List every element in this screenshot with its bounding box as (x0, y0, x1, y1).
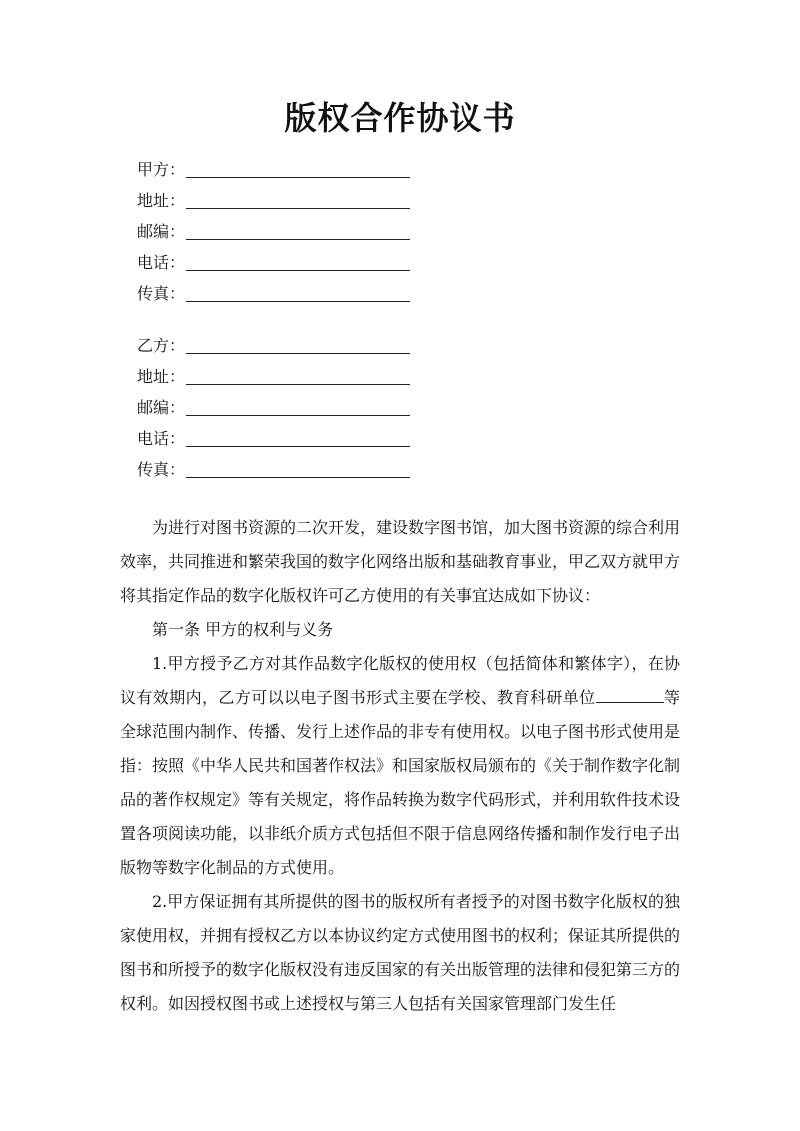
party-a-fax-field (137, 281, 427, 312)
party-b-phone-field (137, 426, 427, 457)
field-label: 邮编： (137, 222, 186, 241)
clause-1-text-part-1: 1.甲方授予乙方对其作品数字化版权的使用权（包括简体和繁体字），在协议有效期内，乙方可以以电子图书形式主要在学校、教育科研单位 (120, 654, 680, 707)
fill-in-line (186, 301, 410, 302)
fill-in-line (186, 353, 410, 354)
party-a-address-field (137, 188, 427, 219)
fill-in-line (186, 384, 410, 385)
field-label: 地址： (137, 191, 186, 210)
field-label: 电话： (137, 429, 186, 448)
party-b-postcode-field (137, 395, 427, 426)
party-b-fax-field (137, 457, 427, 488)
party-b-info (137, 333, 427, 488)
fill-in-line (186, 446, 410, 447)
field-label: 甲方： (137, 160, 186, 179)
fill-in-line (186, 239, 410, 240)
party-b-address-field (137, 364, 427, 395)
fill-in-line (186, 415, 410, 416)
clause-2-paragraph: 2.甲方保证拥有其所提供的图书的版权所有者授予的对图书数字化版权的独家使用权，并拥有授权乙方以本协议约定方式使用图书的权利；保证其所提供的图书和所授予的数字化版权没有违反国家的有关出版管理的法律和侵犯第三方的权利。如因授权图书或上述授权与第三人包括有关国家管理部门发生任 (120, 892, 681, 1013)
fill-in-line (186, 208, 410, 209)
party-a-postcode-field (137, 219, 427, 250)
document-title: 版权合作协议书 (284, 99, 516, 137)
fill-in-blank (596, 686, 664, 703)
field-label: 地址： (137, 367, 186, 386)
field-label: 传真： (137, 460, 186, 479)
fill-in-line (186, 477, 410, 478)
party-a-info (137, 157, 427, 312)
field-label: 邮编： (137, 398, 186, 417)
field-label: 传真： (137, 284, 186, 303)
clause-1-text-part-2: 等全球范围内制作、传播、发行上述作品的非专有使用权。以电子图书形式使用是指：按照《中华人民共和国著作权法》和国家版权局颁布的《关于制作数字化制品的著作权规定》等有关规定，将作品转换为数字代码形式，并利用软件技术设置各项阅读功能，以非纸介质方式包括但不限于信息网络传播和制作发行电子出版物等数字化制品的方式使用。 (120, 688, 681, 877)
field-label: 乙方： (137, 336, 186, 355)
fill-in-line (186, 177, 410, 178)
intro-paragraph: 为进行对图书资源的二次开发，建设数字图书馆，加大图书资源的综合利用效率，共同推进和繁荣我国的数字化网络出版和基础教育事业，甲乙双方就甲方将其指定作品的数字化版权许可乙方使用的有关事宜达成如下协议： (120, 518, 681, 605)
field-label: 电话： (137, 253, 186, 272)
agreement-body (120, 511, 680, 1021)
fill-in-line (186, 270, 410, 271)
party-a-name-field (137, 157, 427, 188)
party-b-name-field (137, 333, 427, 364)
clause-1-paragraph (120, 647, 680, 885)
party-a-phone-field (137, 250, 427, 281)
article-1-heading: 第一条 甲方的权利与义务 (152, 620, 334, 639)
